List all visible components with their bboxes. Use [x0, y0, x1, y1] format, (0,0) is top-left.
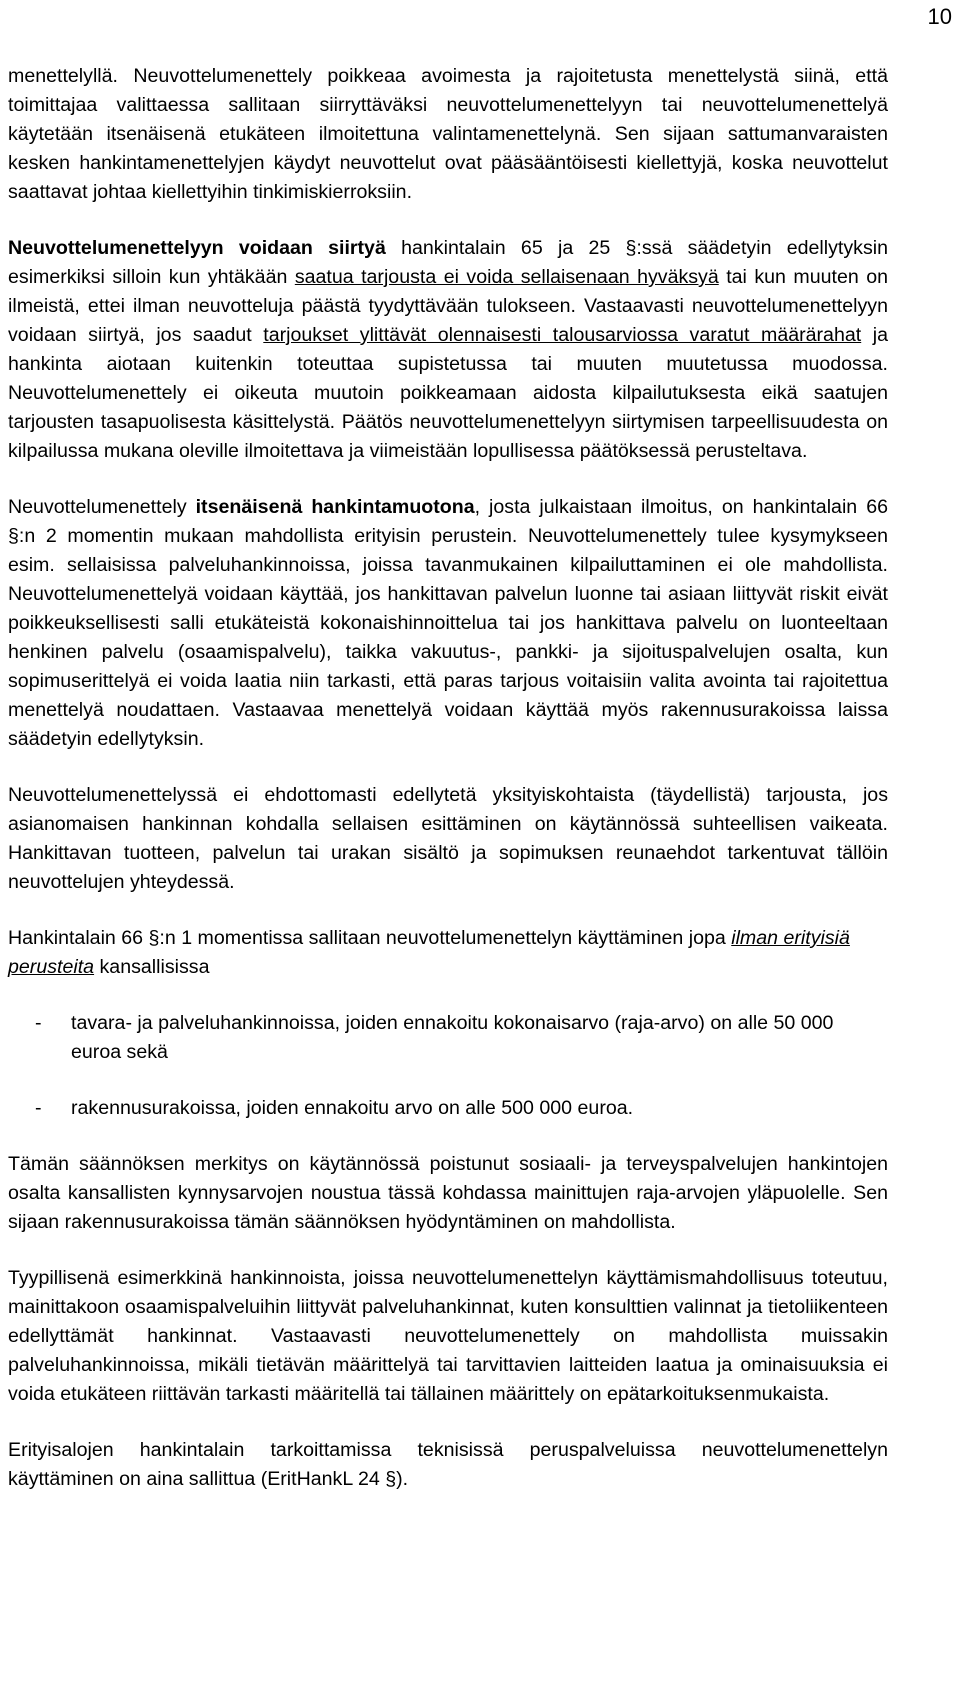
text-run: Tämän säännöksen merkitys on käytännössä poistunut sosiaali- ja terveyspalvelujen hankintojen osalta kansallisten kynnysarvojen noustua tässä kohdassa mainittujen raja-arvojen yläpuolelle. Sen sijaan rakennusurakoissa tämän säännöksen hyödyntäminen on mahdollista. [8, 1153, 888, 1233]
list-item-text: tavara- ja palveluhankinnoissa, joiden ennakoitu kokonaisarvo (raja-arvo) on alle 50 000 euroa sekä [71, 1012, 834, 1063]
text-run: hankintalain 65 ja 25 §:ssä säädetyin edellytyksin esimerkiksi silloin kun yhtäkään [8, 237, 888, 288]
text-run: Erityisalojen hankintalain tarkoittamissa teknisissä peruspalveluissa neuvottelumenettelyn käyttäminen on aina sallittua (EritHankL 24 §). [8, 1439, 888, 1490]
text-run: tai kun muuten on ilmeistä, ettei ilman neuvotteluja päästä tyydyttävään tulokseen. Vastaavasti neuvottelumenettelyyn voidaan siirtyä, jos saadut [8, 266, 888, 346]
paragraph-2 [8, 234, 888, 466]
page-number: 10 [927, 4, 952, 29]
document-body [8, 62, 888, 1521]
dash-bullet: - [35, 1012, 42, 1034]
italic-underlined-phrase: ilman erityisiä perusteita [8, 927, 850, 978]
dash-bullet: - [35, 1097, 42, 1119]
text-run: ja hankinta aiotaan kuitenkin toteuttaa supistetussa tai muuten muutetussa muodossa. Neuvottelumenettely ei oikeuta muutoin poikkeamaan aidosta kilpailutuksesta eikä saatujen tarjousten tasapuolisesta käsittelystä. Päätös neuvottelumenettelyyn siirtymisen tarpeellisuudesta on kilpailussa mukana oleville ilmoitettava ja viimeistään lopullisessa päätöksessä perusteltava. [8, 324, 888, 462]
paragraph-8 [8, 1436, 888, 1494]
bold-phrase: itsenäisenä hankintamuotona [195, 496, 475, 518]
underlined-phrase: saatua tarjousta ei voida sellaisenaan hyväksyä [294, 266, 719, 288]
bold-phrase: Neuvottelumenettelyyn voidaan siirtyä [8, 237, 386, 259]
dash-list [8, 1009, 888, 1123]
paragraph-4 [8, 781, 888, 897]
text-run: , josta julkaistaan ilmoitus, on hankintalain 66 §:n 2 momentin mukaan mahdollista erityisin perustein. Neuvottelumenettely tulee kysymykseen esim. sellaisissa palveluhankinnoissa, joissa tavanmukainen kilpailuttaminen ei ole mahdollista. Neuvottelumenettelyä voidaan käyttää, jos hankittavan palvelun luonne tai asiaan liittyvät riskit eivät poikkeuksellisesti salli etukäteistä kokonaishinnoittelua tai jos hankittava palvelu on luonteeltaan henkinen palvelu (osaamispalvelu), taikka vakuutus-, pankki- ja sijoituspalvelujen osalta, kun sopimuserittelyä ei voida laatia niin tarkasti, että paras tarjous voitaisiin valita avointa tai rajoitettua menettelyä noudattaen. Vastaavaa menettelyä voidaan käyttää myös rakennusurakoissa laissa säädetyin edellytyksin. [8, 496, 888, 750]
list-item [8, 1094, 888, 1123]
paragraph-1 [8, 62, 888, 207]
text-run: kansallisissa [94, 956, 210, 978]
text-run: Tyypillisenä esimerkkinä hankinnoista, joissa neuvottelumenettelyn käyttämismahdollisuus toteutuu, mainittakoon osaamispalveluihin liittyvät palveluhankinnat, kuten konsulttien valinnat ja tietoliikenteen edellyttämät hankinnat. Vastaavasti neuvottelumenettely on mahdollista muissakin palveluhankinnoissa, mikäli tietävän määrittelyä tai tarvittavien laitteiden laatua ja ominaisuuksia ei voida etukäteen riittävän tarkasti määritellä tai tällainen määrittely on epätarkoituksenmukaista. [8, 1267, 888, 1405]
text-run: Neuvottelumenettelyssä ei ehdottomasti edellytetä yksityiskohtaista (täydellistä) tarjousta, jos asianomaisen hankinnan kohdalla sellaisen esittäminen on käytännössä suhteellisen vaikeata. Hankittavan tuotteen, palvelun tai urakan sisältö ja sopimuksen reunaehdot tarkentuvat tällöin neuvottelujen yhteydessä. [8, 784, 888, 893]
text-run: Hankintalain 66 §:n 1 momentissa sallitaan neuvottelumenettelyn käyttäminen jopa [8, 927, 732, 949]
list-item-text: rakennusurakoissa, joiden ennakoitu arvo on alle 500 000 euroa. [71, 1097, 634, 1119]
text-run: Neuvottelumenettely [8, 496, 196, 518]
paragraph-7 [8, 1264, 888, 1409]
paragraph-3 [8, 493, 888, 754]
list-item [8, 1009, 888, 1067]
underlined-phrase: tarjoukset ylittävät olennaisesti talousarviossa varatut määrärahat [263, 324, 862, 346]
paragraph-6 [8, 1150, 888, 1237]
text-run: menettelyllä. Neuvottelumenettely poikkeaa avoimesta ja rajoitetusta menettelystä siinä, että toimittajaa valittaessa sallitaan siirryttäväksi neuvottelumenettelyyn tai neuvottelumenettelyä käytetään itsenäisenä etukäteen ilmoitettuna valintamenettelynä. Sen sijaan sattumanvaraisten kesken hankintamenettelyjen käydyt neuvottelut ovat pääsääntöisesti kiellettyjä, koska neuvottelut saattavat johtaa kiellettyihin tinkimiskierroksiin. [8, 65, 888, 203]
paragraph-5 [8, 924, 888, 982]
